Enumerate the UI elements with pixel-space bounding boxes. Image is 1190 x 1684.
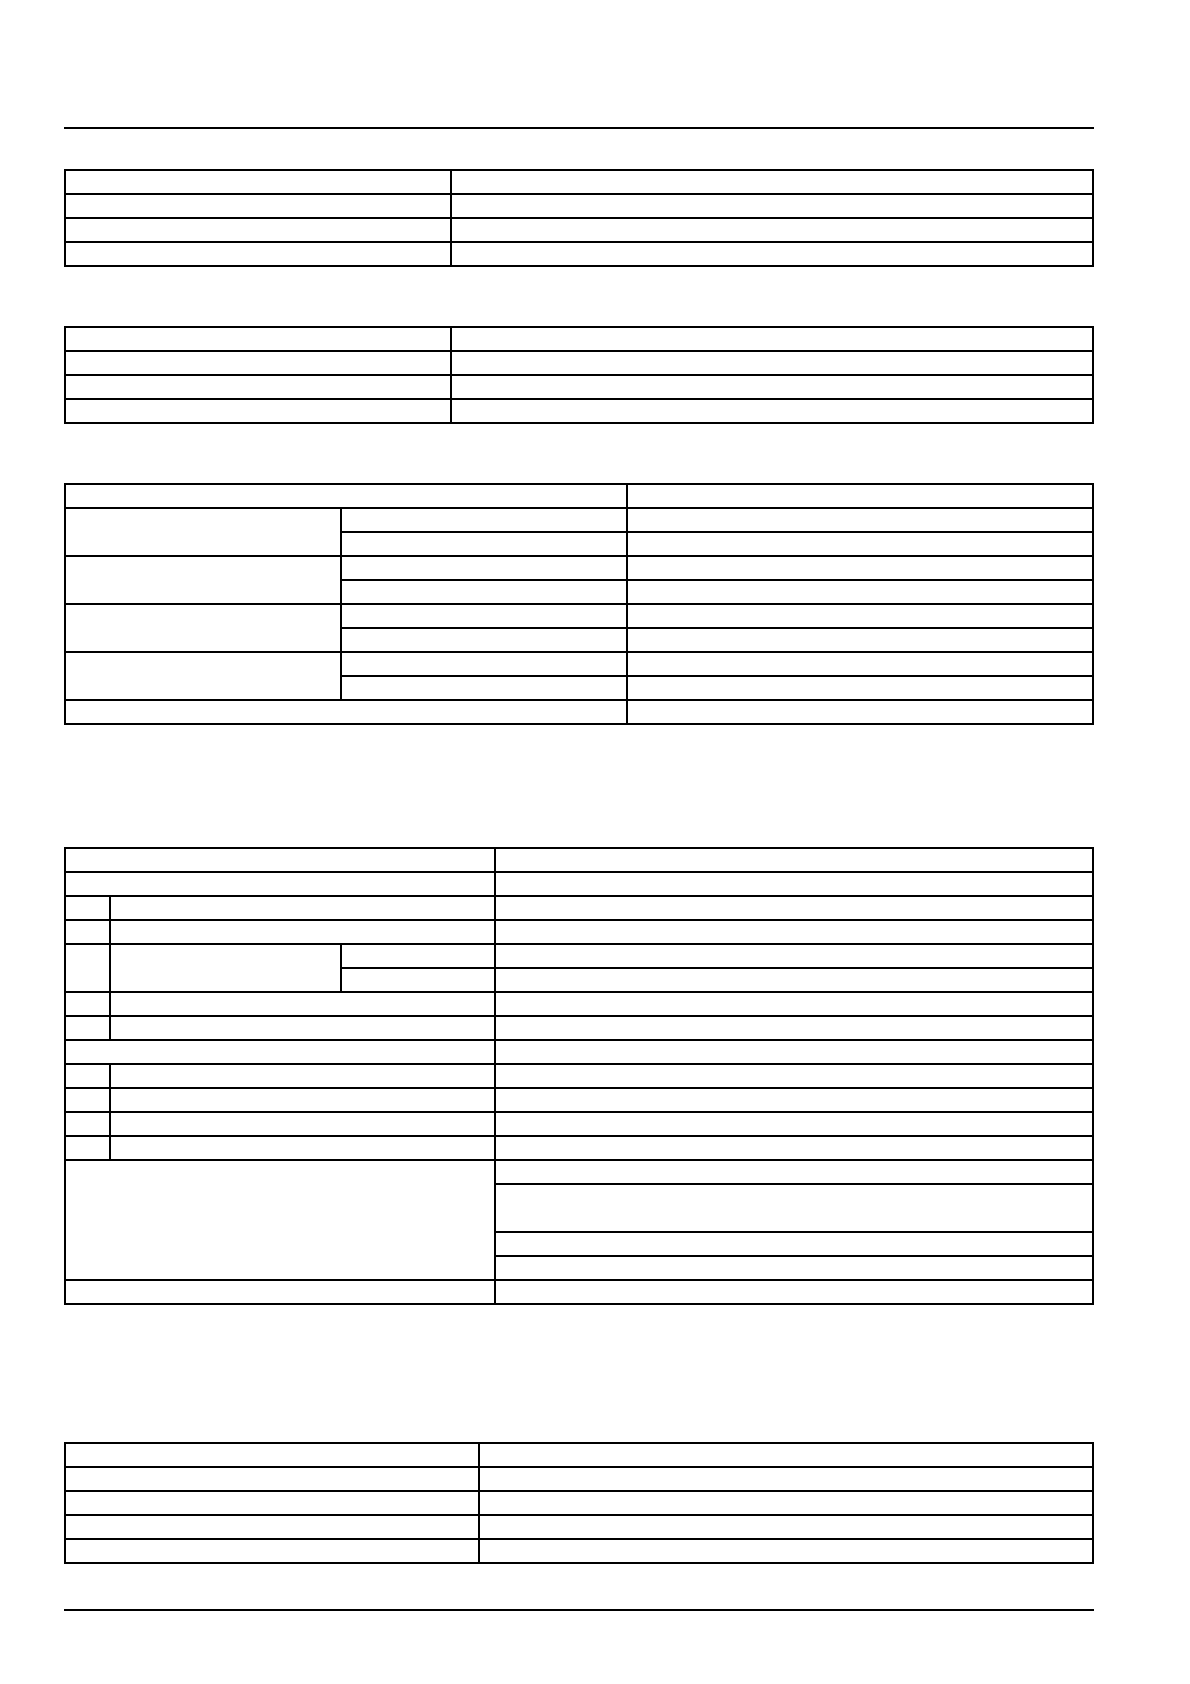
table-1 bbox=[64, 169, 1094, 267]
table-cell bbox=[627, 652, 1093, 676]
table-cell bbox=[65, 944, 110, 992]
table-cell bbox=[495, 1064, 1093, 1088]
table-cell bbox=[495, 896, 1093, 920]
table-cell bbox=[65, 872, 495, 896]
table-cell bbox=[495, 992, 1093, 1016]
table-row bbox=[65, 700, 1093, 724]
table-row bbox=[65, 242, 1093, 266]
table-row bbox=[65, 920, 1093, 944]
table-cell bbox=[479, 1539, 1093, 1563]
table-cell bbox=[479, 1467, 1093, 1491]
table-cell bbox=[451, 242, 1093, 266]
table-cell bbox=[495, 920, 1093, 944]
table-cell bbox=[65, 1064, 110, 1088]
table-row bbox=[65, 1491, 1093, 1515]
footer-rule bbox=[64, 1609, 1094, 1611]
table-row bbox=[65, 1064, 1093, 1088]
table-cell bbox=[627, 532, 1093, 556]
table-cell bbox=[65, 652, 341, 700]
table-row bbox=[65, 399, 1093, 423]
table-row bbox=[65, 351, 1093, 375]
table-cell bbox=[65, 1443, 479, 1467]
table-row bbox=[65, 1515, 1093, 1539]
table-cell bbox=[110, 1112, 495, 1136]
table-cell bbox=[110, 896, 495, 920]
table-row bbox=[65, 194, 1093, 218]
table-cell bbox=[65, 1136, 110, 1160]
table-cell bbox=[65, 1040, 495, 1064]
table-row bbox=[65, 556, 1093, 580]
table-cell bbox=[65, 1016, 110, 1040]
table-cell bbox=[495, 1184, 1093, 1232]
table-cell bbox=[627, 700, 1093, 724]
table-row bbox=[65, 218, 1093, 242]
table-cell bbox=[627, 484, 1093, 508]
table-cell bbox=[341, 676, 627, 700]
table-cell bbox=[495, 848, 1093, 872]
table-cell bbox=[65, 327, 451, 351]
table-cell bbox=[65, 1160, 495, 1280]
table-cell bbox=[65, 1515, 479, 1539]
table-cell bbox=[65, 556, 341, 604]
table-row bbox=[65, 944, 1093, 968]
table-cell bbox=[451, 327, 1093, 351]
table-row bbox=[65, 484, 1093, 508]
table-cell bbox=[341, 652, 627, 676]
table-cell bbox=[65, 170, 451, 194]
table-row bbox=[65, 848, 1093, 872]
table-cell bbox=[495, 1160, 1093, 1184]
table-cell bbox=[65, 351, 451, 375]
table-row bbox=[65, 652, 1093, 676]
table-row bbox=[65, 508, 1093, 532]
table-cell bbox=[65, 1088, 110, 1112]
table-cell bbox=[110, 920, 495, 944]
table-cell bbox=[65, 399, 451, 423]
table-cell bbox=[65, 848, 495, 872]
table-cell bbox=[110, 1016, 495, 1040]
table-2 bbox=[64, 326, 1094, 424]
table-cell bbox=[495, 1088, 1093, 1112]
table-cell bbox=[65, 375, 451, 399]
table-cell bbox=[341, 628, 627, 652]
table-cell bbox=[451, 375, 1093, 399]
table-5 bbox=[64, 1442, 1094, 1564]
table-row bbox=[65, 1016, 1093, 1040]
table-row bbox=[65, 1040, 1093, 1064]
table-cell bbox=[479, 1491, 1093, 1515]
table-cell bbox=[495, 872, 1093, 896]
table-cell bbox=[341, 556, 627, 580]
table-cell bbox=[341, 532, 627, 556]
table-row bbox=[65, 992, 1093, 1016]
header-rule bbox=[64, 127, 1094, 129]
table-cell bbox=[65, 896, 110, 920]
table-cell bbox=[65, 992, 110, 1016]
table-cell bbox=[627, 508, 1093, 532]
table-cell bbox=[451, 170, 1093, 194]
table-cell bbox=[341, 604, 627, 628]
table-cell bbox=[110, 1136, 495, 1160]
table-cell bbox=[65, 1491, 479, 1515]
table-row bbox=[65, 327, 1093, 351]
table-row bbox=[65, 170, 1093, 194]
table-cell bbox=[495, 968, 1093, 992]
table-cell bbox=[451, 218, 1093, 242]
table-row bbox=[65, 1467, 1093, 1491]
table-cell bbox=[65, 1112, 110, 1136]
table-cell bbox=[341, 580, 627, 604]
table-row bbox=[65, 1088, 1093, 1112]
table-row bbox=[65, 375, 1093, 399]
table-cell bbox=[479, 1515, 1093, 1539]
table-cell bbox=[65, 484, 627, 508]
table-row bbox=[65, 1160, 1093, 1184]
table-cell bbox=[495, 1040, 1093, 1064]
table-cell bbox=[495, 1112, 1093, 1136]
table-cell bbox=[110, 1088, 495, 1112]
table-cell bbox=[110, 992, 495, 1016]
table-row bbox=[65, 604, 1093, 628]
table-cell bbox=[65, 1280, 495, 1304]
table-4 bbox=[64, 847, 1094, 1305]
table-row bbox=[65, 1280, 1093, 1304]
table-cell bbox=[65, 700, 627, 724]
table-cell bbox=[451, 399, 1093, 423]
table-cell bbox=[65, 218, 451, 242]
table-cell bbox=[65, 920, 110, 944]
table-cell bbox=[451, 194, 1093, 218]
table-cell bbox=[341, 508, 627, 532]
table-cell bbox=[495, 1136, 1093, 1160]
table-cell bbox=[65, 604, 341, 652]
table-row bbox=[65, 1443, 1093, 1467]
table-cell bbox=[65, 194, 451, 218]
table-cell bbox=[495, 1256, 1093, 1280]
table-cell bbox=[65, 1467, 479, 1491]
table-cell bbox=[341, 944, 495, 968]
table-cell bbox=[65, 1539, 479, 1563]
table-row bbox=[65, 1539, 1093, 1563]
table-3 bbox=[64, 483, 1094, 725]
table-cell bbox=[65, 508, 341, 556]
table-cell bbox=[110, 1064, 495, 1088]
table-cell bbox=[495, 944, 1093, 968]
table-cell bbox=[65, 242, 451, 266]
table-row bbox=[65, 1136, 1093, 1160]
table-cell bbox=[495, 1232, 1093, 1256]
table-cell bbox=[341, 968, 495, 992]
table-cell bbox=[627, 676, 1093, 700]
table-row bbox=[65, 896, 1093, 920]
table-cell bbox=[495, 1016, 1093, 1040]
table-cell bbox=[627, 556, 1093, 580]
table-cell bbox=[451, 351, 1093, 375]
table-cell bbox=[495, 1280, 1093, 1304]
table-cell bbox=[627, 580, 1093, 604]
table-cell bbox=[110, 944, 341, 992]
table-cell bbox=[627, 604, 1093, 628]
table-row bbox=[65, 872, 1093, 896]
table-cell bbox=[479, 1443, 1093, 1467]
table-row bbox=[65, 1112, 1093, 1136]
table-cell bbox=[627, 628, 1093, 652]
